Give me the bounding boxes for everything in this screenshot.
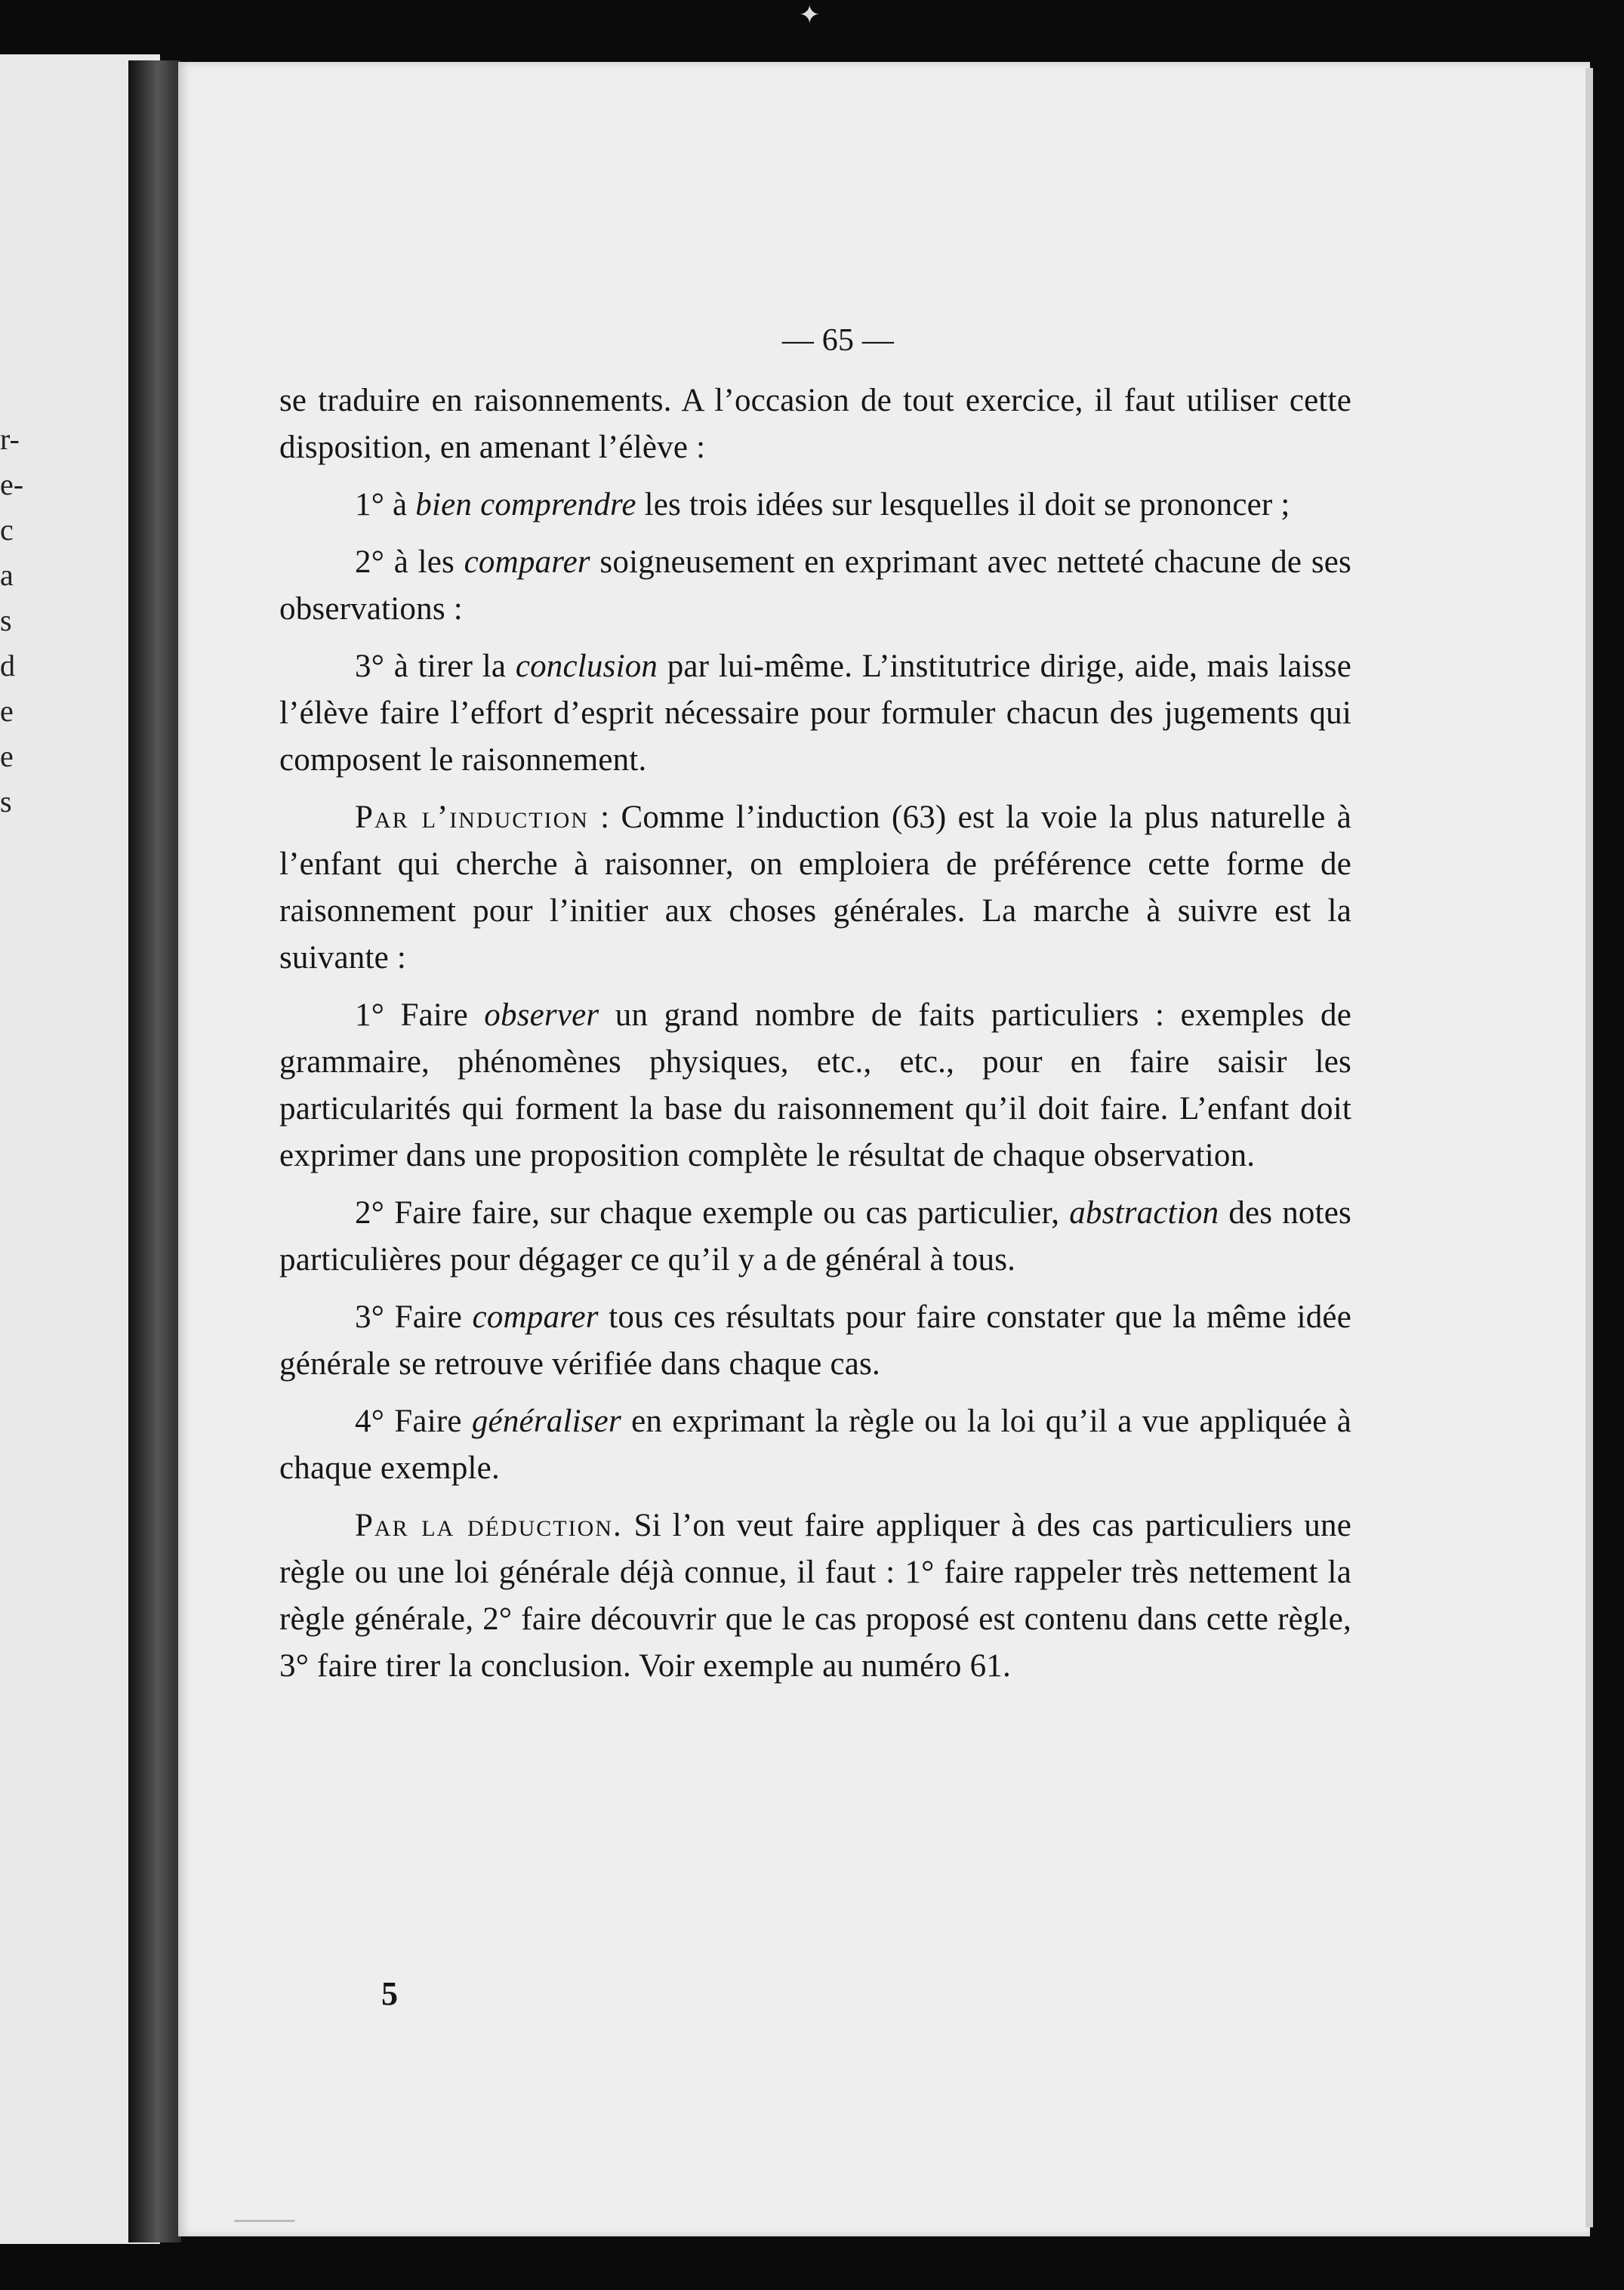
scan-mark: ✦ (799, 2, 821, 29)
facing-fragment: e (0, 739, 14, 773)
text-run: Si l’on veut faire appliquer à des cas particuliers une règle ou une loi générale déjà connue, il faut : 1° faire rappeler très nettement la règle générale, 2° faire découvrir que le cas proposé est contenu dans cette règle, 3° faire tirer la conclusion. Voir exemple au numéro 61. (279, 1508, 1351, 1684)
emphasis-term: abstraction (1069, 1195, 1219, 1231)
text-run: 1° Faire (355, 997, 485, 1033)
facing-fragment: a (0, 558, 14, 592)
text-run: 2° Faire faire, sur chaque exemple ou cas particulier, (355, 1195, 1070, 1231)
signature-mark: 5 (381, 1975, 398, 2012)
text-run: les trois idées sur lesquelles il doit se prononcer ; (636, 487, 1290, 522)
emphasis-term: bien comprendre (415, 487, 636, 522)
paragraph-p3 (279, 539, 1351, 633)
paragraph-p5 (279, 794, 1351, 982)
section-heading: Par l’induction (355, 800, 589, 835)
text-run: tous ces résultats pour faire constater que la même idée générale se retrouve vérifiée dans chaque cas. (279, 1299, 1351, 1382)
emphasis-term: généraliser (471, 1404, 621, 1439)
paragraph-p8 (279, 1294, 1351, 1388)
facing-fragment: e- (0, 467, 24, 501)
emphasis-term: comparer (464, 544, 590, 580)
text-run: 3° à tirer la (355, 649, 516, 684)
paragraph-p7 (279, 1190, 1351, 1284)
facing-fragment: c (0, 513, 14, 547)
paragraph-p9 (279, 1398, 1351, 1492)
text-run: 2° à les (355, 544, 464, 580)
facing-fragment: e (0, 694, 14, 728)
text-run: 1° à (355, 487, 416, 522)
paragraph-p4 (279, 643, 1351, 784)
text-run: 3° Faire (355, 1299, 473, 1335)
emphasis-term: conclusion (515, 649, 658, 684)
paragraph-p6 (279, 992, 1351, 1179)
section-heading: Par la déduction. (355, 1508, 623, 1543)
text-run: 4° Faire (355, 1404, 472, 1439)
facing-fragment: s (0, 784, 12, 818)
paragraph-p10 (279, 1503, 1351, 1690)
scan-artifact (226, 2220, 295, 2245)
emphasis-term: observer (484, 997, 599, 1033)
facing-fragment: d (0, 649, 15, 683)
facing-page-fragments (0, 417, 30, 824)
book-gutter (128, 60, 181, 2242)
text-run: des notes particulières pour dégager ce qu’il y a de général à tous. (279, 1195, 1351, 1278)
facing-fragment: s (0, 603, 12, 637)
page-text (279, 317, 1351, 1700)
page-number: — 65 — (781, 323, 895, 358)
paragraph-p1 (279, 378, 1351, 471)
emphasis-term: comparer (472, 1299, 599, 1335)
paragraphs (279, 378, 1351, 1690)
text-run: soigneusement en exprimant avec netteté chacune de ses observations : (279, 544, 1351, 627)
paragraph-p2 (279, 482, 1351, 529)
text-run: par lui-même. L’institutrice dirige, aide, mais laisse l’élève faire l’effort d’esprit nécessaire pour formuler chacun des jugements qui composent le raisonnement. (279, 649, 1352, 778)
text-run: se traduire en raisonnements. A l’occasion de tout exercice, il faut utiliser cette disposition, en amenant l’élève : (279, 383, 1351, 465)
text-run: : Comme l’induction (63) est la voie la plus naturelle à l’enfant qui cherche à raisonner, on emploiera de préférence cette forme de raisonnement pour l’initier aux choses générales. La marche à suivre est la suivante : (279, 800, 1352, 975)
page-edge (1585, 68, 1593, 2227)
facing-fragment: r- (0, 422, 20, 456)
text-run: un grand nombre de faits particuliers : exemples de grammaire, phénomènes physiques, etc., etc., pour en faire saisir les particularités qui forment la base du raisonnement qu’il doit faire. L’enfant doit exprimer dans une proposition complète le résultat de chaque observation. (279, 997, 1351, 1173)
text-run: en exprimant la règle ou la loi qu’il a vue appliquée à chaque exemple. (279, 1404, 1351, 1486)
